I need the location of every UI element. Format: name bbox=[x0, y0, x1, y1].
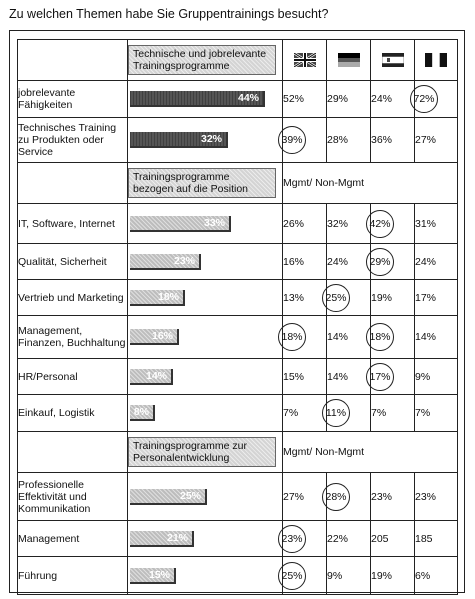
data-row bbox=[18, 521, 458, 557]
country-value-cell bbox=[283, 118, 327, 163]
country-value-cell bbox=[415, 244, 458, 280]
country-value-cell bbox=[283, 359, 327, 395]
value-text: 29% bbox=[327, 93, 349, 105]
value-text: 26% bbox=[283, 217, 305, 230]
circled-value: 11% bbox=[322, 399, 350, 427]
row-label: Professionelle Effektivität und Kommunikation bbox=[18, 473, 128, 521]
value-text: 16% bbox=[283, 255, 305, 268]
row-label: Einkauf, Logistik bbox=[18, 395, 128, 432]
value-text: 23% bbox=[415, 490, 437, 503]
results-table bbox=[17, 39, 458, 595]
circled-value: 42% bbox=[366, 210, 394, 238]
country-value-cell bbox=[371, 557, 415, 595]
flag-cell bbox=[327, 40, 371, 81]
data-row bbox=[18, 81, 458, 118]
bar-cell bbox=[128, 81, 283, 118]
circled-value: 39% bbox=[278, 126, 306, 154]
bar-cell bbox=[128, 204, 283, 244]
value-text: 14% bbox=[327, 370, 349, 383]
flag-cell bbox=[415, 40, 458, 81]
value-text: 52% bbox=[283, 93, 305, 105]
germany-flag-icon bbox=[338, 53, 360, 67]
section-header-row bbox=[18, 432, 458, 473]
overall-bar: 32% bbox=[130, 132, 228, 148]
row-label: jobrelevante Fähigkeiten bbox=[18, 81, 128, 118]
country-value-cell bbox=[283, 280, 327, 316]
row-label: Vertrieb und Marketing bbox=[18, 280, 128, 316]
overall-bar: 15% bbox=[130, 568, 176, 584]
country-value-cell bbox=[415, 395, 458, 432]
value-text: 24% bbox=[415, 255, 437, 268]
overall-bar: 23% bbox=[130, 254, 201, 270]
country-value-cell bbox=[327, 280, 371, 316]
country-value-cell bbox=[415, 473, 458, 521]
country-value-cell bbox=[327, 81, 371, 118]
country-value-cell bbox=[371, 316, 415, 359]
section-header-row bbox=[18, 40, 458, 81]
value-text: 9% bbox=[327, 569, 343, 582]
country-value-cell bbox=[327, 316, 371, 359]
country-value-cell bbox=[283, 316, 327, 359]
section-label-cell bbox=[128, 432, 283, 473]
country-value-cell bbox=[371, 118, 415, 163]
country-value-cell bbox=[327, 204, 371, 244]
bar-cell bbox=[128, 557, 283, 595]
row-label: Management, Finanzen, Buchhaltung bbox=[18, 316, 128, 359]
country-value-cell bbox=[371, 280, 415, 316]
country-value-cell bbox=[415, 118, 458, 163]
section-label: Technische und jobrelevante Trainingsprogramme bbox=[128, 45, 276, 75]
overall-bar: 16% bbox=[130, 329, 179, 345]
country-value-cell bbox=[371, 204, 415, 244]
overall-bar: 14% bbox=[130, 369, 173, 385]
spain-flag-icon bbox=[382, 53, 404, 67]
data-row bbox=[18, 395, 458, 432]
country-value-cell bbox=[371, 395, 415, 432]
country-value-cell bbox=[327, 473, 371, 521]
country-value-cell bbox=[283, 395, 327, 432]
value-text: 27% bbox=[283, 490, 305, 503]
row-label: HR/Personal bbox=[18, 359, 128, 395]
country-value-cell bbox=[371, 473, 415, 521]
country-value-cell bbox=[415, 316, 458, 359]
circled-value: 28% bbox=[322, 483, 350, 511]
value-text: 14% bbox=[327, 331, 349, 343]
country-value-cell bbox=[415, 280, 458, 316]
country-value-cell bbox=[415, 81, 458, 118]
bar-cell bbox=[128, 316, 283, 359]
country-value-cell bbox=[415, 557, 458, 595]
country-value-cell bbox=[327, 557, 371, 595]
country-value-cell bbox=[415, 521, 458, 557]
data-row bbox=[18, 359, 458, 395]
overall-bar: 18% bbox=[130, 290, 185, 306]
value-text: 27% bbox=[415, 134, 437, 146]
value-text: 9% bbox=[415, 370, 431, 383]
value-text: 205 bbox=[371, 532, 389, 545]
mgmt-subheader: Mgmt/ Non-Mgmt bbox=[283, 432, 458, 473]
country-value-cell bbox=[371, 521, 415, 557]
chart-title: Zu welchen Themen habe Sie Gruppentrainings besucht? bbox=[9, 7, 329, 21]
flag-cell bbox=[371, 40, 415, 81]
bar-cell bbox=[128, 359, 283, 395]
country-value-cell bbox=[327, 395, 371, 432]
value-text: 22% bbox=[327, 532, 349, 545]
country-value-cell bbox=[371, 244, 415, 280]
value-text: 185 bbox=[415, 532, 433, 545]
value-text: 24% bbox=[327, 255, 349, 268]
section-header-row bbox=[18, 163, 458, 204]
country-value-cell bbox=[371, 359, 415, 395]
italy-flag-icon bbox=[425, 53, 447, 67]
circled-value: 29% bbox=[366, 248, 394, 276]
overall-bar: 25% bbox=[130, 489, 207, 505]
country-value-cell bbox=[327, 359, 371, 395]
row-label: IT, Software, Internet bbox=[18, 204, 128, 244]
circled-value: 18% bbox=[278, 323, 306, 351]
value-text: 15% bbox=[283, 370, 305, 383]
overall-bar: 44% bbox=[130, 91, 265, 107]
country-value-cell bbox=[283, 473, 327, 521]
bar-cell bbox=[128, 521, 283, 557]
overall-bar: 33% bbox=[130, 216, 231, 232]
bar-cell bbox=[128, 395, 283, 432]
row-label: Qualität, Sicherheit bbox=[18, 244, 128, 280]
uk-flag-icon bbox=[294, 53, 316, 67]
value-text: 31% bbox=[415, 217, 437, 230]
section-blank-cell bbox=[18, 40, 128, 81]
value-text: 19% bbox=[371, 569, 393, 582]
value-text: 7% bbox=[415, 407, 431, 419]
bar-cell bbox=[128, 244, 283, 280]
value-text: 19% bbox=[371, 291, 393, 304]
mgmt-subheader: Mgmt/ Non-Mgmt bbox=[283, 163, 458, 204]
circled-value: 72% bbox=[410, 85, 438, 113]
value-text: 13% bbox=[283, 291, 305, 304]
bar-cell bbox=[128, 118, 283, 163]
bar-cell bbox=[128, 473, 283, 521]
data-row bbox=[18, 557, 458, 595]
country-value-cell bbox=[327, 521, 371, 557]
circled-value: 23% bbox=[278, 525, 306, 553]
row-label: Technisches Training zu Produkten oder Service bbox=[18, 118, 128, 163]
value-text: 7% bbox=[283, 407, 299, 419]
country-value-cell bbox=[283, 557, 327, 595]
value-text: 32% bbox=[327, 217, 349, 230]
country-value-cell bbox=[327, 244, 371, 280]
row-label: Management bbox=[18, 521, 128, 557]
value-text: 24% bbox=[371, 93, 393, 105]
data-row bbox=[18, 316, 458, 359]
country-value-cell bbox=[415, 359, 458, 395]
section-label-cell bbox=[128, 163, 283, 204]
value-text: 17% bbox=[415, 291, 437, 304]
circled-value: 18% bbox=[366, 323, 394, 351]
value-text: 23% bbox=[371, 490, 393, 503]
circled-value: 17% bbox=[366, 363, 394, 391]
value-text: 7% bbox=[371, 407, 387, 419]
section-label: Trainingsprogramme zur Personalentwicklung bbox=[128, 437, 276, 467]
circled-value: 25% bbox=[278, 562, 306, 590]
country-value-cell bbox=[283, 521, 327, 557]
bar-cell bbox=[128, 280, 283, 316]
value-text: 6% bbox=[415, 569, 431, 582]
overall-bar: 21% bbox=[130, 531, 194, 547]
flag-cell bbox=[283, 40, 327, 81]
country-value-cell bbox=[283, 204, 327, 244]
section-blank-cell bbox=[18, 432, 128, 473]
circled-value: 25% bbox=[322, 284, 350, 312]
value-text: 28% bbox=[327, 134, 349, 146]
country-value-cell bbox=[415, 204, 458, 244]
data-row bbox=[18, 118, 458, 163]
data-row bbox=[18, 204, 458, 244]
section-label: Trainingsprogramme bezogen auf die Position bbox=[128, 168, 276, 198]
data-row bbox=[18, 280, 458, 316]
data-row bbox=[18, 473, 458, 521]
country-value-cell bbox=[327, 118, 371, 163]
row-label: Führung bbox=[18, 557, 128, 595]
country-value-cell bbox=[283, 81, 327, 118]
value-text: 36% bbox=[371, 134, 393, 146]
overall-bar: 8% bbox=[130, 405, 155, 421]
section-label-cell bbox=[128, 40, 283, 81]
country-value-cell bbox=[283, 244, 327, 280]
country-value-cell bbox=[371, 81, 415, 118]
data-row bbox=[18, 244, 458, 280]
section-blank-cell bbox=[18, 163, 128, 204]
value-text: 14% bbox=[415, 331, 437, 343]
